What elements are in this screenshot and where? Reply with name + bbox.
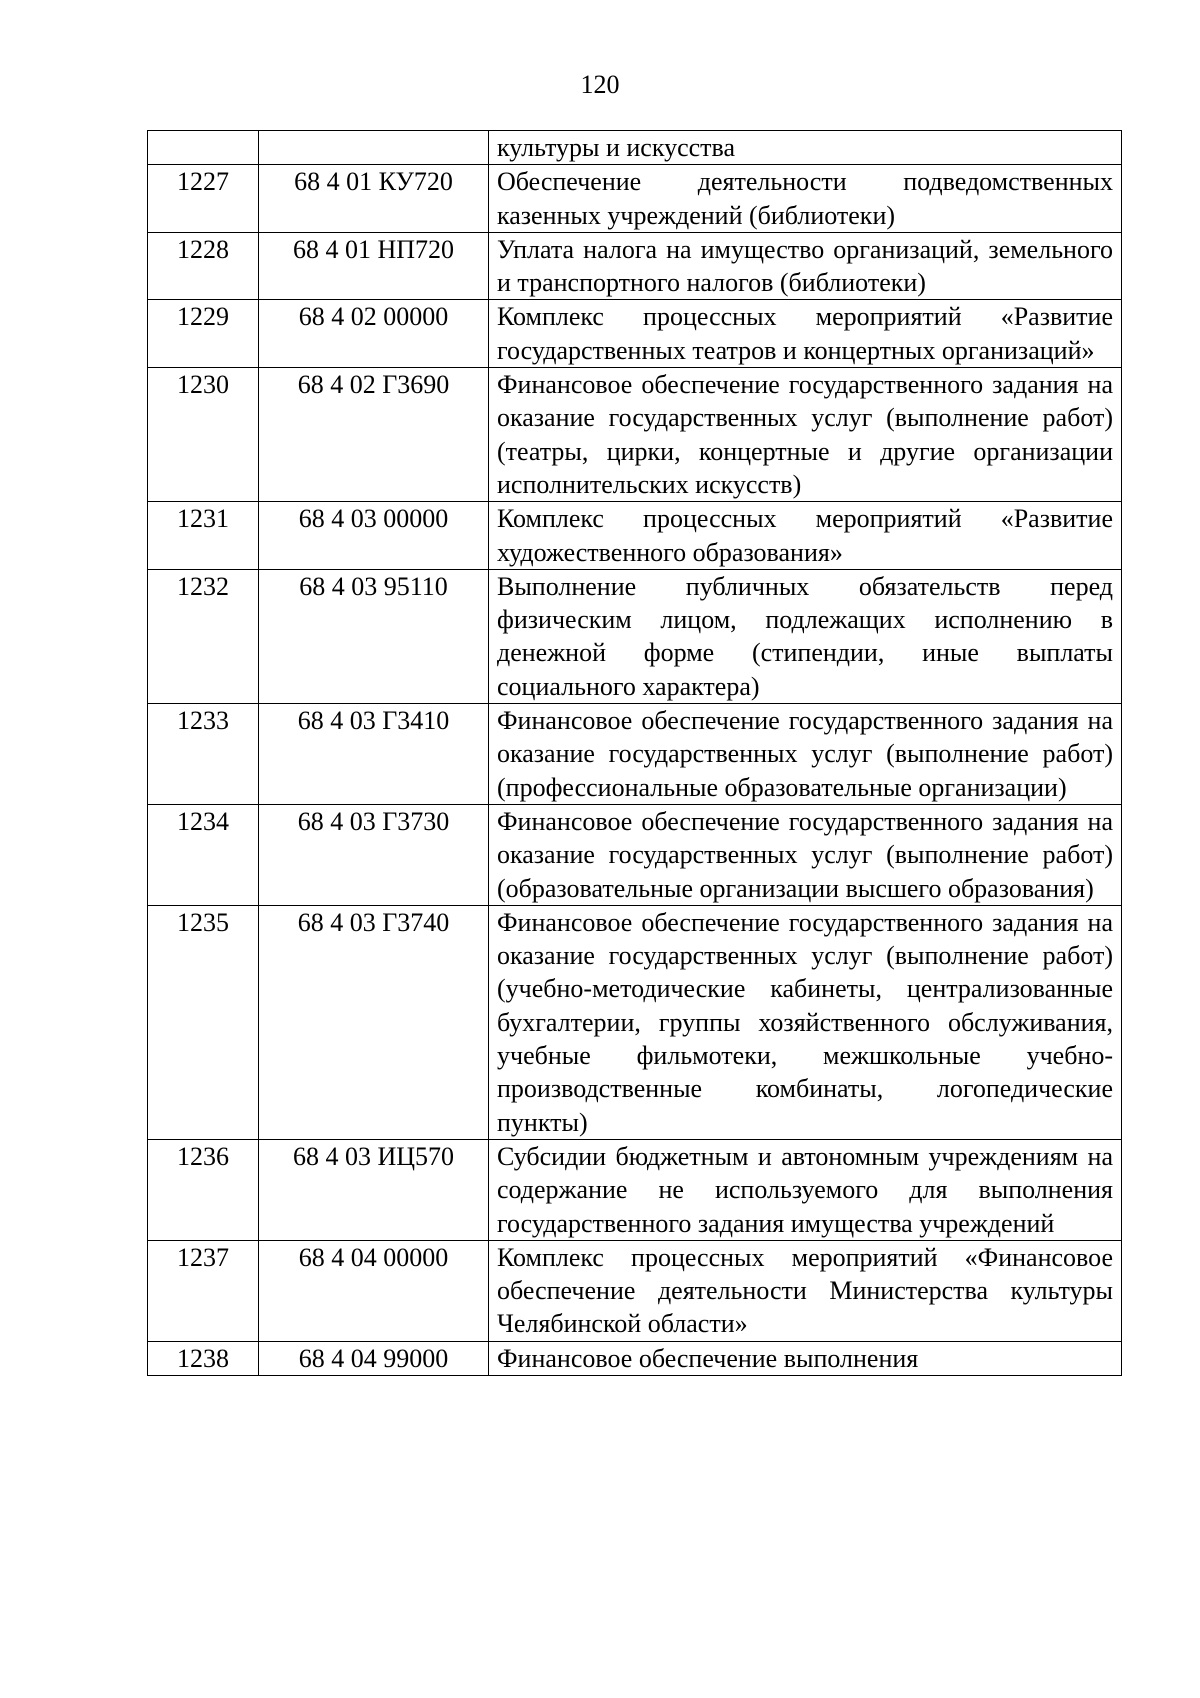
description-cell: Уплата налога на имущество организаций, земельного и транспортного налогов (библиотеки)	[489, 232, 1122, 300]
description-cell: Финансовое обеспечение государственного задания на оказание государственных услуг (выполнение работ) (профессиональные образовательные организации)	[489, 704, 1122, 805]
row-number-cell: 1233	[148, 704, 259, 805]
table-row	[148, 569, 1122, 703]
target-code-cell: 68 4 03 Г3730	[259, 804, 489, 905]
table-row	[148, 704, 1122, 805]
target-code-cell: 68 4 04 99000	[259, 1341, 489, 1375]
description-cell: Комплекс процессных мероприятий «Финансовое обеспечение деятельности Министерства культуры Челябинской области»	[489, 1240, 1122, 1341]
target-code-cell	[259, 131, 489, 165]
table-row	[148, 368, 1122, 502]
target-code-cell: 68 4 03 Г3740	[259, 905, 489, 1139]
table-row	[148, 905, 1122, 1139]
row-number-cell: 1227	[148, 165, 259, 233]
table-row	[148, 502, 1122, 570]
description-cell: Финансовое обеспечение выполнения	[489, 1341, 1122, 1375]
table-row	[148, 1139, 1122, 1240]
row-number-cell: 1235	[148, 905, 259, 1139]
description-cell: Финансовое обеспечение государственного задания на оказание государственных услуг (выполнение работ) (учебно-методические кабинеты, централизованные бухгалтерии, группы хозяйственного обслуживания, учебные фильмотеки, межшкольные учебно-производственные комбинаты, логопедические пункты)	[489, 905, 1122, 1139]
target-code-cell: 68 4 03 Г3410	[259, 704, 489, 805]
description-cell: Субсидии бюджетным и автономным учреждениям на содержание не используемого для выполнения государственного задания имущества учреждений	[489, 1139, 1122, 1240]
table-row	[148, 232, 1122, 300]
row-number-cell	[148, 131, 259, 165]
table-row	[148, 131, 1122, 165]
target-code-cell: 68 4 03 ИЦ570	[259, 1139, 489, 1240]
description-cell: Выполнение публичных обязательств перед физическим лицом, подлежащих исполнению в денежной форме (стипендии, иные выплаты социального характера)	[489, 569, 1122, 703]
row-number-cell: 1231	[148, 502, 259, 570]
description-cell: культуры и искусства	[489, 131, 1122, 165]
target-code-cell: 68 4 01 НП720	[259, 232, 489, 300]
page-number: 120	[580, 70, 620, 99]
target-code-cell: 68 4 02 00000	[259, 300, 489, 368]
table-row	[148, 1341, 1122, 1375]
target-code-cell: 68 4 04 00000	[259, 1240, 489, 1341]
row-number-cell: 1236	[148, 1139, 259, 1240]
target-code-cell: 68 4 02 Г3690	[259, 368, 489, 502]
target-code-cell: 68 4 03 00000	[259, 502, 489, 570]
row-number-cell: 1229	[148, 300, 259, 368]
row-number-cell: 1234	[148, 804, 259, 905]
row-number-cell: 1238	[148, 1341, 259, 1375]
target-code-cell: 68 4 01 КУ720	[259, 165, 489, 233]
row-number-cell: 1228	[148, 232, 259, 300]
description-cell: Финансовое обеспечение государственного задания на оказание государственных услуг (выполнение работ) (театры, цирки, концертные и другие организации исполнительских искусств)	[489, 368, 1122, 502]
row-number-cell: 1230	[148, 368, 259, 502]
table-row	[148, 804, 1122, 905]
table-row	[148, 1240, 1122, 1341]
row-number-cell: 1237	[148, 1240, 259, 1341]
row-number-cell: 1232	[148, 569, 259, 703]
table-row	[148, 165, 1122, 233]
description-cell: Обеспечение деятельности подведомственных казенных учреждений (библиотеки)	[489, 165, 1122, 233]
description-cell: Комплекс процессных мероприятий «Развитие государственных театров и концертных организаций»	[489, 300, 1122, 368]
table-row	[148, 300, 1122, 368]
budget-classification-table	[147, 130, 1122, 1376]
description-cell: Комплекс процессных мероприятий «Развитие художественного образования»	[489, 502, 1122, 570]
description-cell: Финансовое обеспечение государственного задания на оказание государственных услуг (выполнение работ) (образовательные организации высшего образования)	[489, 804, 1122, 905]
target-code-cell: 68 4 03 95110	[259, 569, 489, 703]
